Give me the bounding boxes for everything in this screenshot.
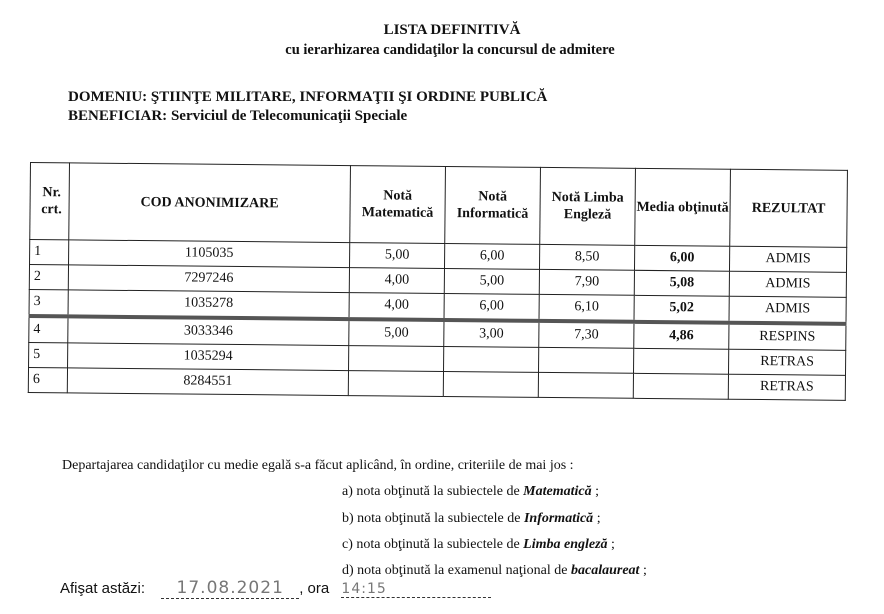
cell-mat xyxy=(349,346,444,372)
header-nr: Nr. crt. xyxy=(30,163,70,240)
cell-eng xyxy=(539,347,634,373)
posted-date: 17.08.2021 xyxy=(176,578,284,598)
header-cod: COD ANONIMIZARE xyxy=(69,163,351,243)
criterion-text: d) nota obţinută la examenul naţional de xyxy=(342,563,571,578)
criterion-suffix: ; xyxy=(607,537,615,552)
cell-rez: RESPINS xyxy=(729,323,846,351)
cell-eng: 7,30 xyxy=(539,321,634,348)
cell-inf xyxy=(443,371,538,397)
cell-med: 5,08 xyxy=(634,270,729,296)
header-mat: Notă Matematică xyxy=(350,166,446,244)
cell-inf xyxy=(444,346,539,372)
cell-cod: 3033346 xyxy=(68,316,349,345)
cell-rez: RETRAS xyxy=(728,349,845,375)
beneficiary-line xyxy=(68,108,407,125)
criterion-suffix: ; xyxy=(593,511,601,526)
cell-rez: ADMIS xyxy=(729,271,846,297)
cell-cod: 1035278 xyxy=(68,290,349,319)
cell-eng: 8,50 xyxy=(539,244,634,270)
cell-mat: 5,00 xyxy=(350,243,445,269)
cell-rez: RETRAS xyxy=(728,374,845,400)
cell-mat: 5,00 xyxy=(349,319,444,346)
time-label: , ora xyxy=(299,580,330,597)
cell-cod: 8284551 xyxy=(67,368,348,396)
criterion-subject: Matematică xyxy=(523,484,592,499)
criterion-d xyxy=(342,563,647,579)
criterion-c xyxy=(342,537,615,553)
cell-eng: 6,10 xyxy=(539,294,634,321)
criterion-b xyxy=(342,511,601,527)
results-table xyxy=(28,162,848,401)
cell-cod: 7297246 xyxy=(68,265,349,293)
header-inf: Notă Informatică xyxy=(445,166,541,244)
cell-eng xyxy=(538,372,633,398)
beneficiary-value: Serviciul de Telecomunicaţii Speciale xyxy=(170,108,408,124)
domain-line xyxy=(68,89,547,106)
time-field xyxy=(341,580,491,598)
cell-nr: 1 xyxy=(30,240,69,265)
criterion-suffix: ; xyxy=(639,563,647,578)
cell-mat: 4,00 xyxy=(349,293,444,320)
domain-label: DOMENIU: xyxy=(68,89,148,105)
cell-mat: 4,00 xyxy=(349,268,444,294)
criterion-subject: bacalaureat xyxy=(570,563,640,578)
page-subtitle: cu ierarhizarea candidaţilor la concursul de admitere xyxy=(285,42,615,58)
cell-nr: 5 xyxy=(29,342,68,367)
header-rez: REZULTAT xyxy=(730,169,848,247)
cell-med: 6,00 xyxy=(634,245,729,271)
posted-label: Afişat astăzi: xyxy=(60,580,146,597)
posted-line xyxy=(60,578,491,599)
cell-inf: 5,00 xyxy=(444,268,539,294)
header-med: Media obţinută xyxy=(635,168,731,246)
criterion-text: b) nota obţinută la subiectele de xyxy=(342,511,524,526)
posted-date-field xyxy=(161,578,299,599)
cell-cod: 1105035 xyxy=(69,240,350,268)
criterion-a xyxy=(342,484,599,500)
tiebreak-intro: Departajarea candidaţilor cu medie egală s-a făcut aplicând, în ordine, criteriile de mai jos : xyxy=(62,458,574,473)
cell-nr: 3 xyxy=(29,289,68,316)
criterion-text: c) nota obţinută la subiectele de xyxy=(342,537,524,552)
time-value: 14:15 xyxy=(341,581,387,597)
criterion-text: a) nota obţinută la subiectele de xyxy=(342,484,524,499)
page-title: LISTA DEFINITIVĂ xyxy=(383,22,521,38)
beneficiary-label: BENEFICIAR: xyxy=(68,108,168,124)
domain-value: ŞTIINŢE MILITARE, INFORMAŢII ŞI ORDINE PUBLICĂ xyxy=(150,89,548,105)
cell-rez: ADMIS xyxy=(729,246,846,272)
cell-cod: 1035294 xyxy=(68,343,349,371)
cell-med: 4,86 xyxy=(634,322,729,349)
cell-inf: 6,00 xyxy=(444,293,539,320)
cell-nr: 4 xyxy=(29,316,68,343)
cell-nr: 2 xyxy=(29,265,68,290)
cell-inf: 3,00 xyxy=(444,320,539,347)
criterion-subject: Informatică xyxy=(523,511,594,526)
cell-mat xyxy=(348,371,443,397)
cell-med xyxy=(633,348,728,374)
criterion-subject: Limba engleză xyxy=(523,537,608,552)
cell-inf: 6,00 xyxy=(444,243,539,269)
table-header-row xyxy=(30,163,848,248)
header-eng: Notă Limba Engleză xyxy=(540,167,636,245)
criterion-suffix: ; xyxy=(591,484,599,499)
cell-nr: 6 xyxy=(28,367,67,392)
cell-med: 5,02 xyxy=(634,295,729,322)
cell-rez: ADMIS xyxy=(729,296,846,324)
cell-eng: 7,90 xyxy=(539,269,634,295)
cell-med xyxy=(633,373,728,399)
